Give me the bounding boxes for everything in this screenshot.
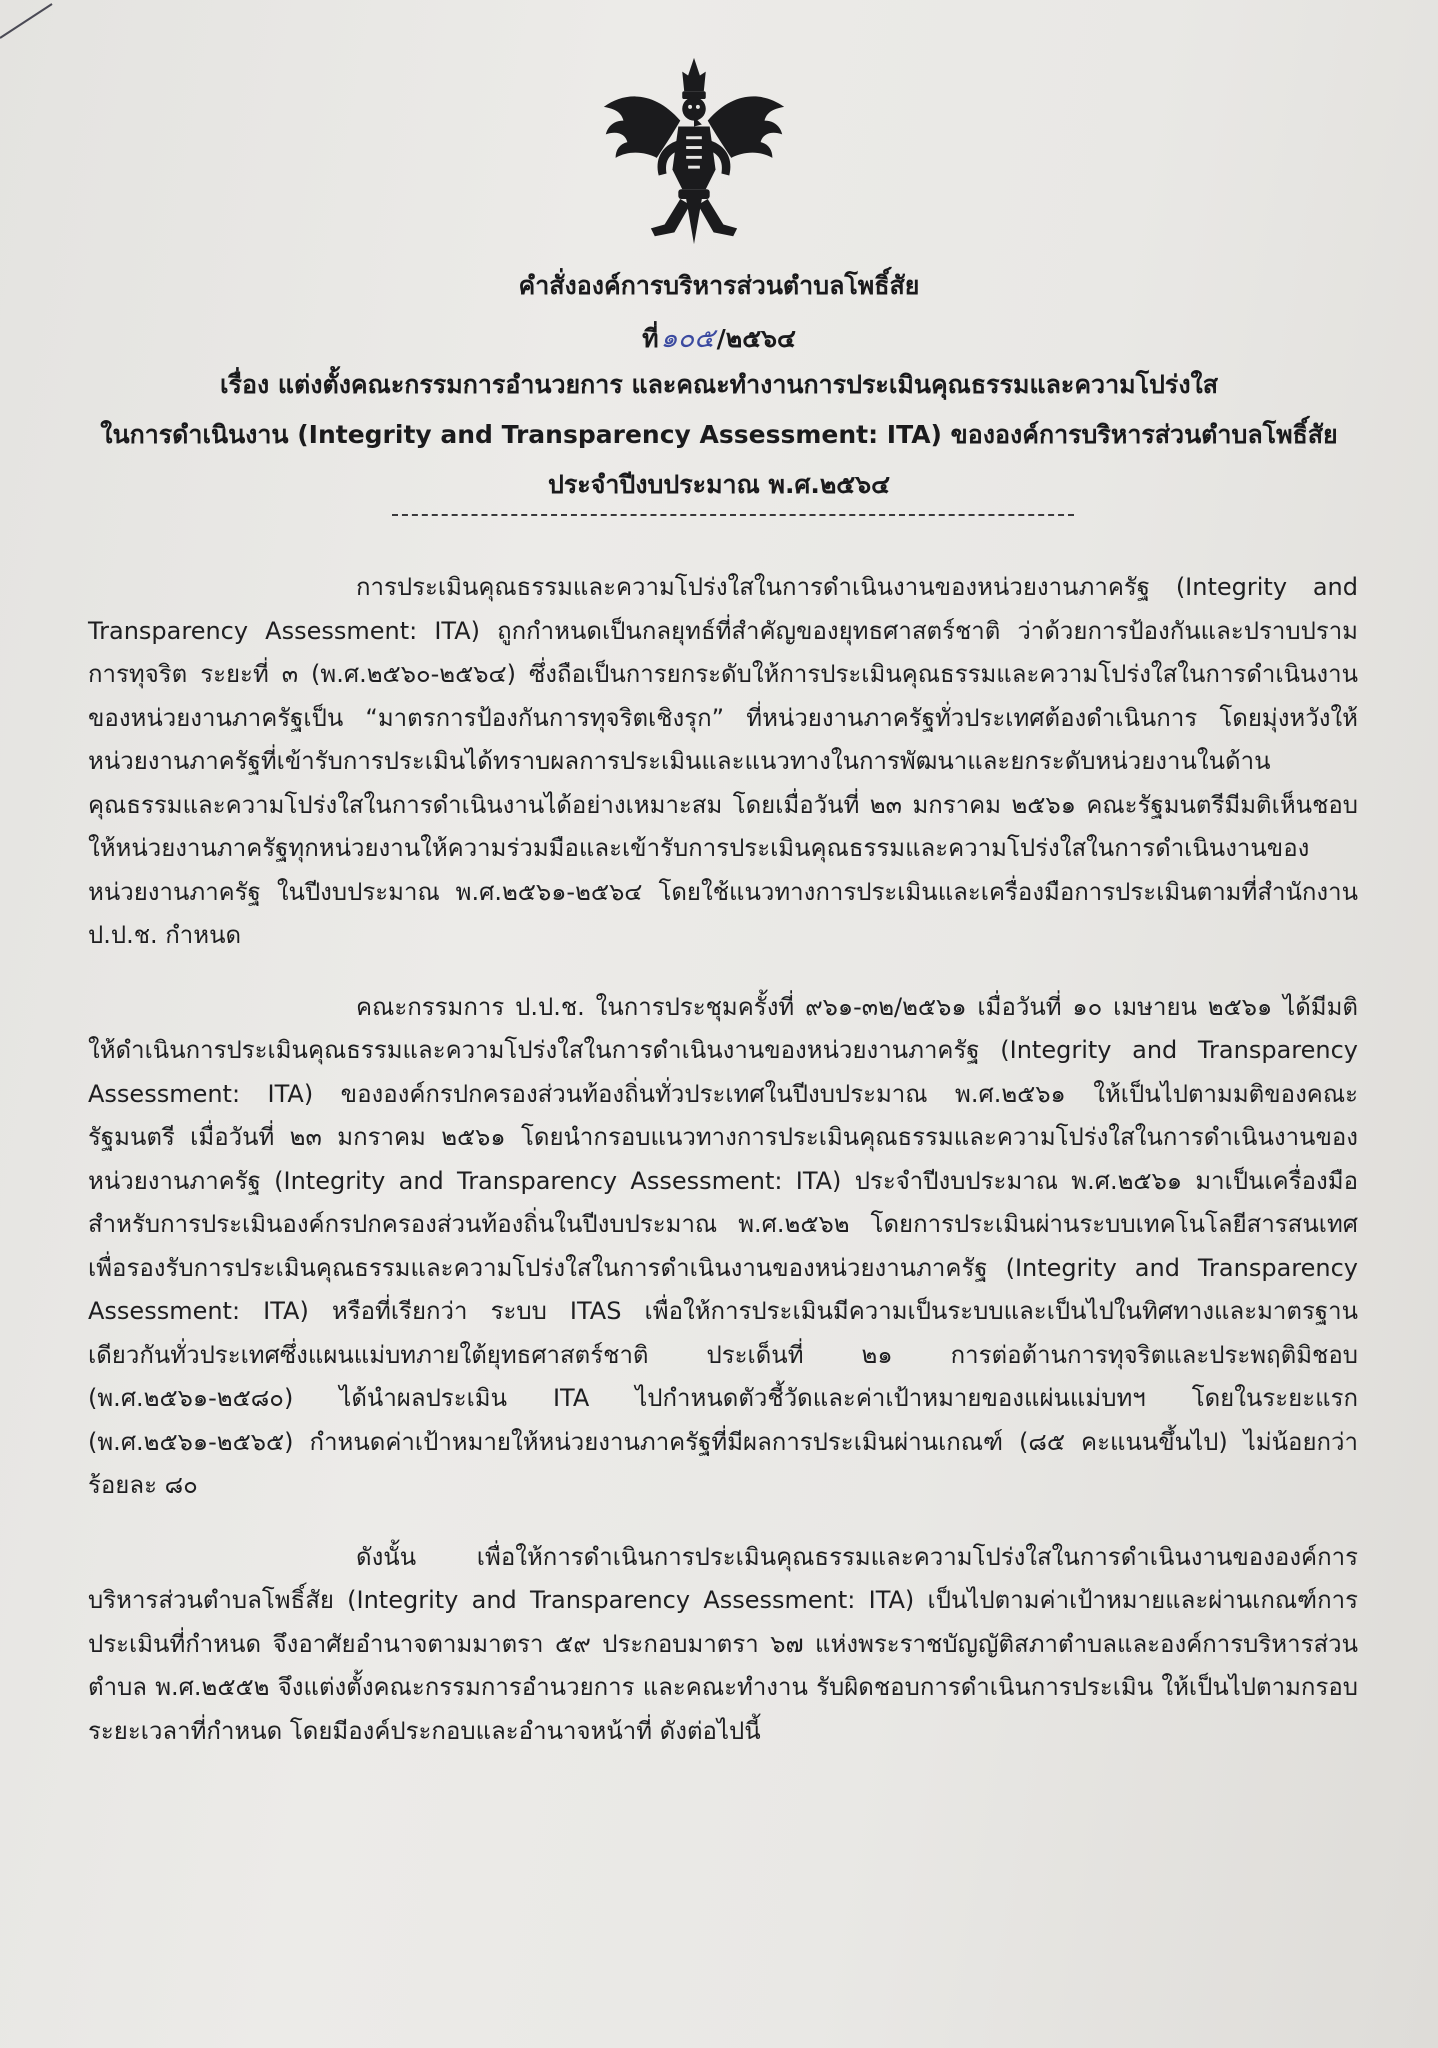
dashed-separator xyxy=(392,514,1074,516)
subject-line-1: เรื่อง แต่งตั้งคณะกรรมการอำนวยการ และคณะทำงานการประเมินคุณธรรมและความโปร่งใส xyxy=(220,370,1218,399)
pen-mark-icon xyxy=(0,0,60,40)
paragraph-1: การประเมินคุณธรรมและความโปร่งใสในการดำเนินงานของหน่วยงานภาครัฐ (Integrity and Transparency Assessment: ITA) ถูกกำหนดเป็นกลยุทธ์ที่สำคัญของยุทธศาสตร์ชาติ ว่าด้วยการป้องกันและปราบปรามการทุจริต ระยะที่ ๓ (พ.ศ.๒๕๖๐-๒๕๖๔) ซึ่งถือเป็นการยกระดับให้การประเมินคุณธรรมและความโปร่งใสในการดำเนินงานของหน่วยงานภาครัฐเป็น “มาตรการป้องกันการทุจริตเชิงรุก” ที่หน่วยงานภาครัฐทั่วประเทศต้องดำเนินการ โดยมุ่งหวังให้หน่วยงานภาครัฐที่เข้ารับการประเมินได้ทราบผลการประเมินและแนวทางในการพัฒนาและยกระดับหน่วยงานในด้านคุณธรรมและความโปร่งใสในการดำเนินงานได้อย่างเหมาะสม โดยเมื่อวันที่ ๒๓ มกราคม ๒๕๖๑ คณะรัฐมนตรีมีมติเห็นชอบให้หน่วยงานภาครัฐทุกหน่วยงานให้ความร่วมมือและเข้ารับการประเมินคุณธรรมและความโปร่งใสในการดำเนินงานของหน่วยงานภาครัฐ ในปีงบประมาณ พ.ศ.๒๕๖๑-๒๕๖๔ โดยใช้แนวทางการประเมินและเครื่องมือการประเมินตามที่สำนักงาน ป.ป.ช. กำหนด xyxy=(88,573,1358,949)
order-title: คำสั่งองค์การบริหารส่วนตำบลโพธิ์สัย xyxy=(518,271,920,300)
document-body xyxy=(88,566,1358,1781)
order-subject xyxy=(60,360,1378,510)
paragraph-2: คณะกรรมการ ป.ป.ช. ในการประชุมครั้งที่ ๙๖๑-๓๒/๒๕๖๑ เมื่อวันที่ ๑๐ เมษายน ๒๕๖๑ ได้มีมติให้ดำเนินการประเมินคุณธรรมและความโปร่งใสในการดำเนินงานของหน่วยงานภาครัฐ (Integrity and Transparency Assessment: ITA) ขององค์กรปกครองส่วนท้องถิ่นทั่วประเทศในปีงบประมาณ พ.ศ.๒๕๖๑ ให้เป็นไปตามมติของคณะรัฐมนตรี เมื่อวันที่ ๒๓ มกราคม ๒๕๖๑ โดยนำกรอบแนวทางการประเมินคุณธรรมและความโปร่งใสในการดำเนินงานของหน่วยงานภาครัฐ (Integrity and Transparency Assessment: ITA) ประจำปีงบประมาณ พ.ศ.๒๕๖๑ มาเป็นเครื่องมือสำหรับการประเมินองค์กรปกครองส่วนท้องถิ่นในปีงบประมาณ พ.ศ.๒๕๖๒ โดยการประเมินผ่านระบบเทคโนโลยีสารสนเทศเพื่อรองรับการประเมินคุณธรรมและความโปร่งใสในการดำเนินงานของหน่วยงานภาครัฐ (Integrity and Transparency Assessment: ITA) หรือที่เรียกว่า ระบบ ITAS เพื่อให้การประเมินมีความเป็นระบบและเป็นไปในทิศทางและมาตรฐานเดียวกันทั่วประเทศซึ่งแผนแม่บทภายใต้ยุทธศาสตร์ชาติ ประเด็นที่ ๒๑ การต่อต้านการทุจริตและประพฤติมิชอบ (พ.ศ.๒๕๖๑-๒๕๘๐) ได้นำผลประเมิน ITA ไปกำหนดตัวชี้วัดและค่าเป้าหมายของแผ่นแม่บทฯ โดยในระยะแรก (พ.ศ.๒๕๖๑-๒๕๖๕) กำหนดค่าเป้าหมายให้หน่วยงานภาครัฐที่มีผลการประเมินผ่านเกณฑ์ (๘๕ คะแนนขึ้นไป) ไม่น้อยกว่าร้อยละ ๘๐ xyxy=(88,992,1358,1499)
paragraph-3: ดังนั้น เพื่อให้การดำเนินการประเมินคุณธรรมและความโปร่งใสในการดำเนินงานขององค์การบริหารส่วนตำบลโพธิ์สัย (Integrity and Transparency Assessment: ITA) เป็นไปตามค่าเป้าหมายและผ่านเกณฑ์การประเมินที่กำหนด จึงอาศัยอำนาจตามมาตรา ๕๙ ประกอบมาตรา ๖๗ แห่งพระราชบัญญัติสภาตำบลและองค์การบริหารส่วนตำบล พ.ศ.๒๕๕๒ จึงแต่งตั้งคณะกรรมการอำนวยการ และคณะทำงาน รับผิดชอบการดำเนินการประเมิน ให้เป็นไปตามกรอบระยะเวลาที่กำหนด โดยมีองค์ประกอบและอำนาจหน้าที่ ดังต่อไปนี้ xyxy=(88,1542,1358,1745)
order-number xyxy=(60,316,1378,359)
garuda-emblem-icon xyxy=(596,52,792,248)
handwritten-order-number: ๑๐๕ xyxy=(660,323,715,354)
order-number-prefix: ที่ xyxy=(642,324,659,353)
order-number-year: /๒๕๖๔ xyxy=(716,324,796,353)
subject-line-2: ในการดำเนินงาน (Integrity and Transparency Assessment: ITA) ขององค์การบริหารส่วนตำบลโพธิ์สัย xyxy=(100,420,1338,449)
subject-line-3: ประจำปีงบประมาณ พ.ศ.๒๕๖๔ xyxy=(547,470,891,499)
